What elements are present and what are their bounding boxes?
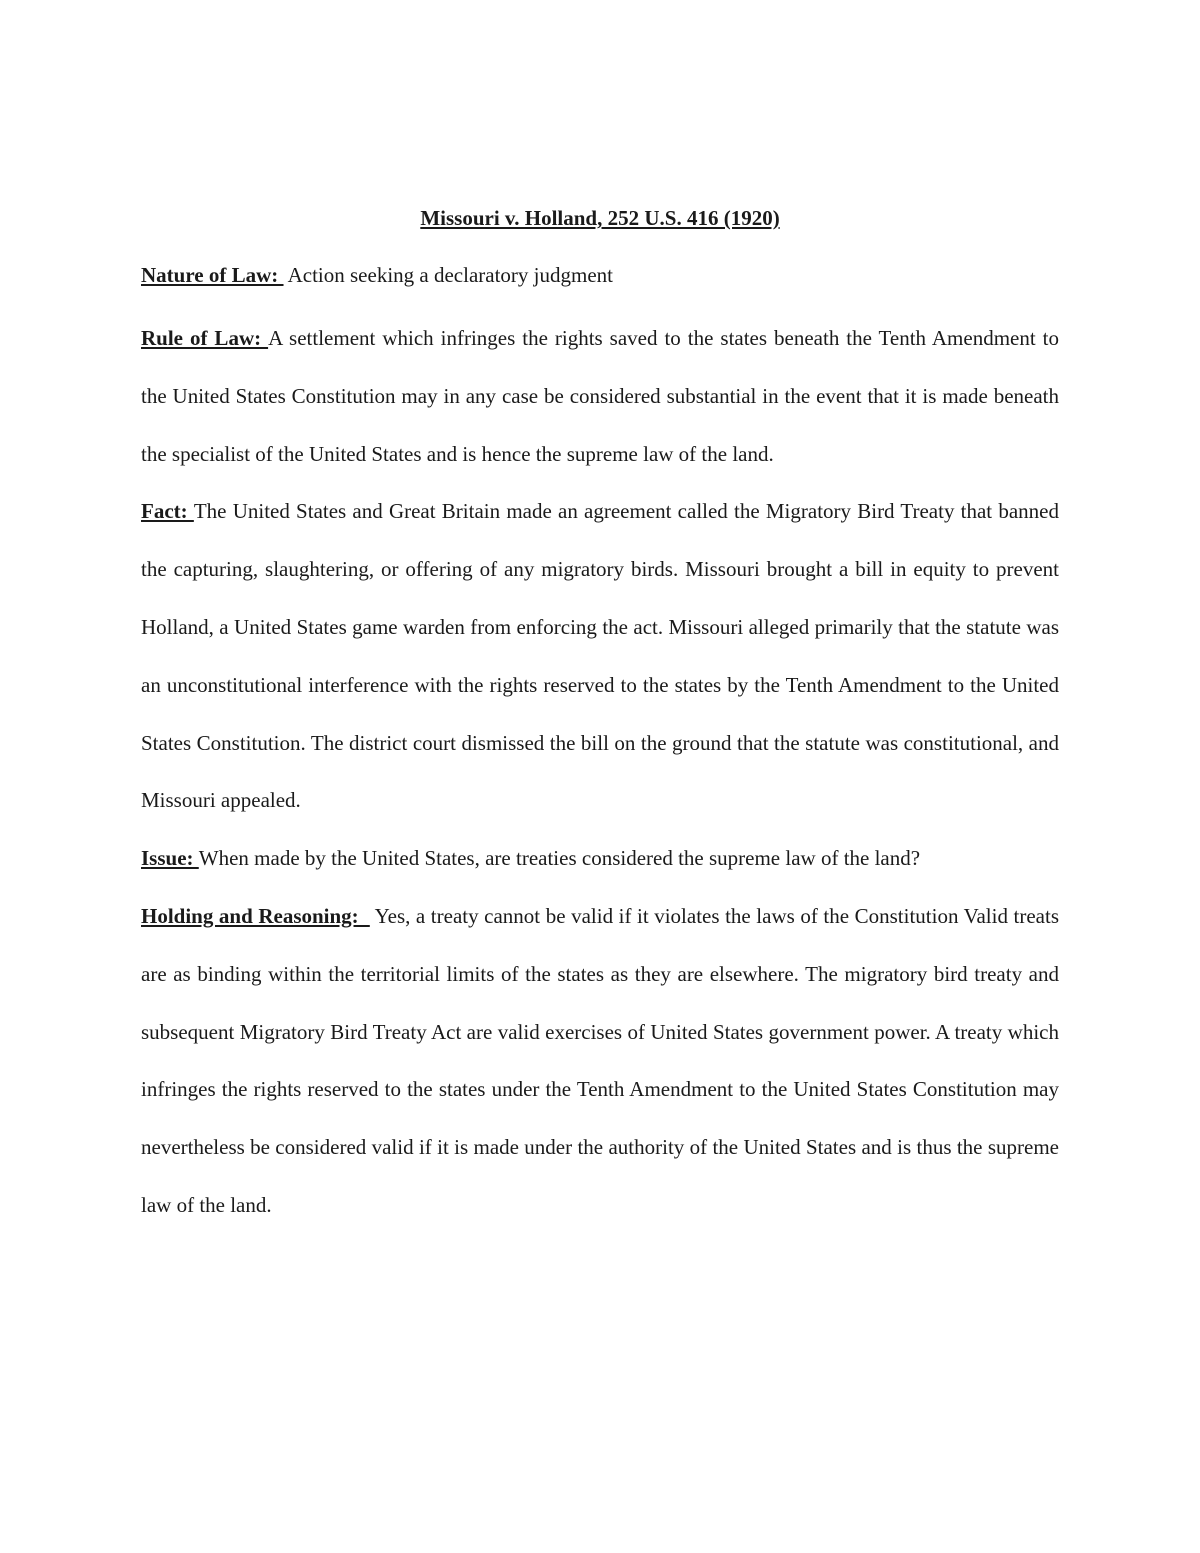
rule-of-law-label: Rule of Law: — [141, 326, 269, 350]
rule-of-law-paragraph — [141, 310, 1059, 483]
fact-text: The United States and Great Britain made an agreement called the Migratory Bird Treaty that banned the capturing, slaughtering, or offering of any migratory birds. Missouri brought a bill in equity to prevent Holland, a United States game warden from enforcing the act. Missouri alleged primarily that the statute was an unconstitutional interference with the rights reserved to the states by the Tenth Amendment to the United States Constitution. The district court dismissed the bill on the ground that the statute was constitutional, and Missouri appealed. — [141, 499, 1059, 813]
fact-label: Fact: — [141, 499, 194, 524]
fact-paragraph — [141, 483, 1059, 830]
holding-label: Holding and Reasoning: — [141, 903, 370, 928]
rule-of-law-text: A settlement which infringes the rights saved to the states beneath the Tenth Amendment to the United States Constitution may in any case be considered substantial in the event that it is made beneath the specialist of the United States and is hence the supreme law of the land. — [141, 326, 1059, 466]
nature-of-law-paragraph — [141, 253, 1059, 297]
nature-of-law-label: Nature of Law: — [141, 263, 284, 287]
issue-text: When made by the United States, are treaties considered the supreme law of the land? — [198, 846, 921, 871]
holding-text: Yes, a treaty cannot be valid if it violates the laws of the Constitution Valid treats are as binding within the territorial limits of the states as they are elsewhere. The migratory bird treaty and subsequent Migratory Bird Treaty Act are valid exercises of United States government power. A treaty which infringes the rights reserved to the states under the Tenth Amendment to the United States Constitution may nevertheless be considered valid if it is made under the authority of the United States and is thus the supreme law of the land. — [141, 903, 1059, 1217]
nature-of-law-text: Action seeking a declaratory judgment — [283, 263, 613, 287]
case-title: Missouri v. Holland, 252 U.S. 416 (1920) — [420, 206, 780, 230]
issue-label: Issue: — [141, 846, 199, 871]
holding-paragraph — [141, 888, 1059, 1235]
document-body — [141, 196, 1059, 1235]
issue-paragraph — [141, 830, 1059, 888]
